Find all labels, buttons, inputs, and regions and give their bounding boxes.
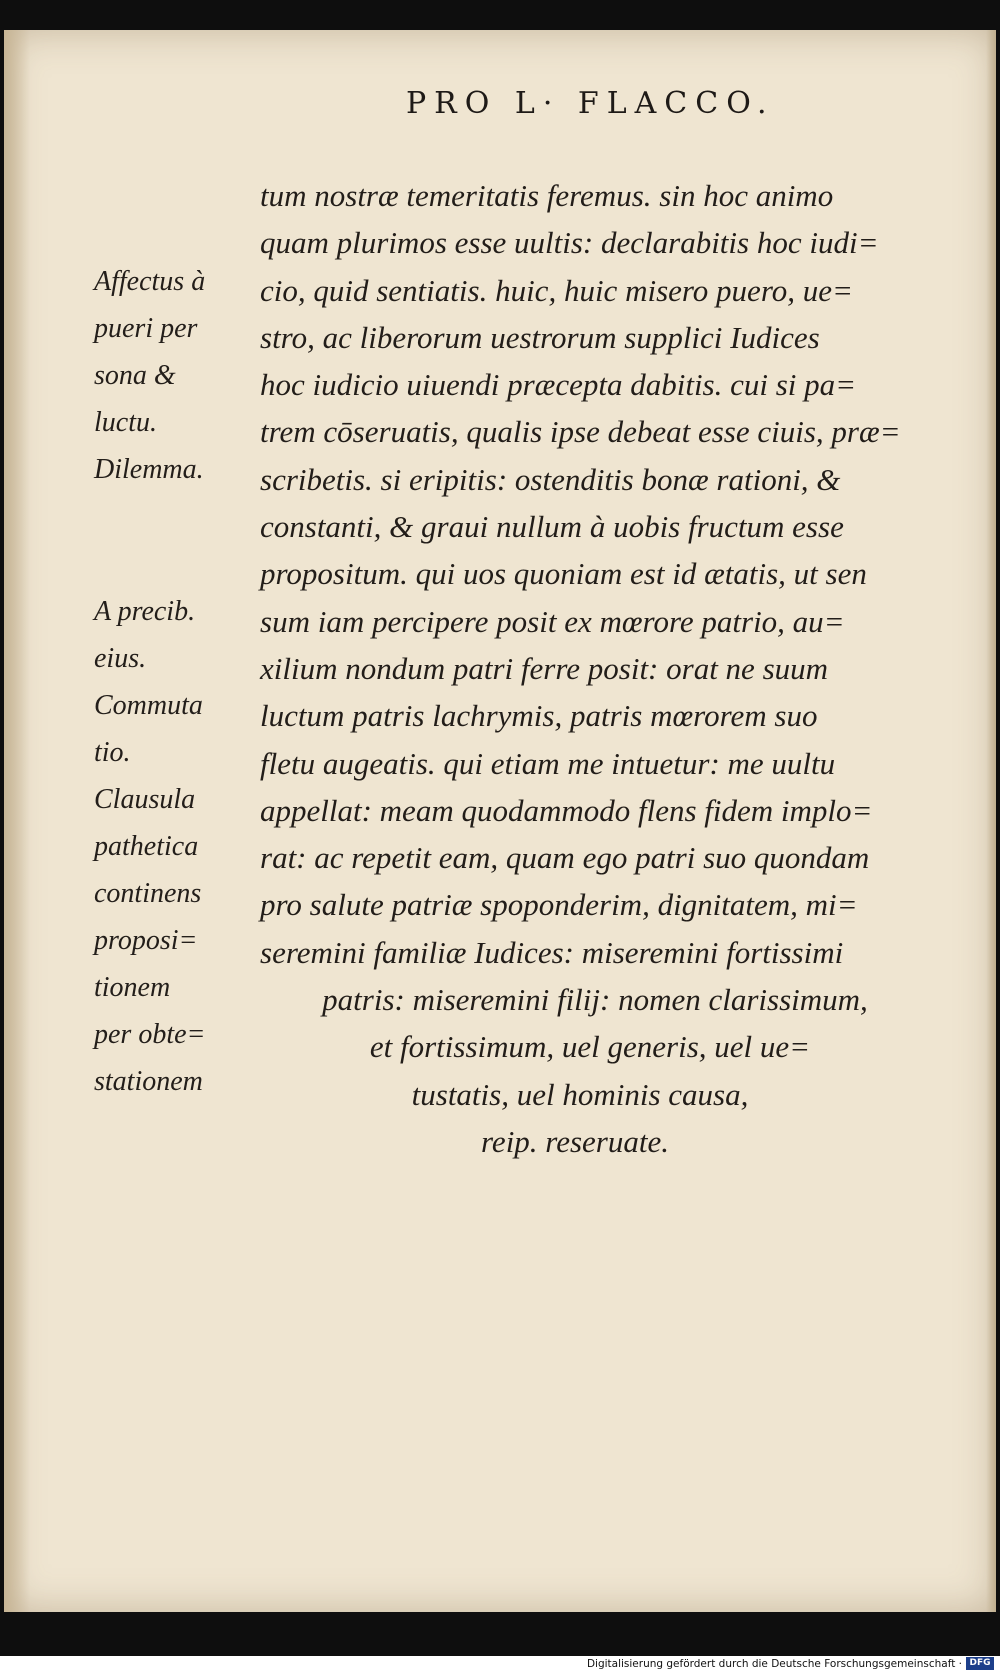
text-line: tustatis, uel hominis causa,	[411, 1076, 749, 1112]
marginal-note-line: tio.	[94, 737, 131, 768]
marginal-note-line: pathetica	[94, 831, 199, 862]
text-line: scribetis. si eripitis: ostenditis bonæ rationi, &	[260, 461, 841, 497]
marginal-note-line: pueri per	[94, 313, 198, 344]
text-line: tum nostræ temeritatis feremus. sin hoc animo	[260, 178, 834, 213]
marginal-note-line: per obte=	[94, 1019, 206, 1050]
marginal-note-line: stationem	[94, 1066, 203, 1097]
dfg-logo-icon: DFG	[966, 1657, 994, 1670]
marginal-note-line: Affectus à	[94, 266, 206, 297]
text-line: sum iam percipere posit ex mœrore patrio, au=	[260, 603, 845, 639]
marginal-note-line: tionem	[94, 972, 171, 1003]
text-line: xilium nondum patri ferre posit: orat ne suum	[260, 650, 829, 686]
marginal-note-line: continens	[94, 878, 202, 909]
text-line: constanti, & graui nullum à uobis fructum esse	[260, 509, 844, 545]
marginal-note-line: Clausula	[94, 784, 196, 815]
text-line: rat: ac repetit eam, quam ego patri suo quondam	[260, 840, 870, 876]
page-gutter-shadow	[4, 30, 30, 1612]
text-line: cio, quid sentiatis. huic, huic misero puero, ue=	[260, 272, 853, 308]
text-line: pro salute patriæ spoponderim, dignitatem, mi=	[260, 887, 858, 923]
text-line: fletu augeatis. qui etiam me intuetur: me uultu	[260, 745, 836, 781]
text-line: et fortissimum, uel generis, uel ue=	[369, 1029, 811, 1065]
text-line: appellat: meam quodammodo flens fidem implo=	[260, 792, 873, 828]
marginal-note-line: Dilemma.	[94, 454, 204, 485]
funding-credit: Digitalisierung gefördert durch die Deutsche Forschungsgemeinschaft ·	[586, 1658, 962, 1670]
marginal-note-line: A precib.	[94, 596, 196, 627]
text-line: trem cōseruatis, qualis ipse debeat esse ciuis, præ=	[260, 414, 901, 450]
text-line: seremini familiæ Iudices: miseremini fortissimi	[260, 934, 844, 970]
text-line: stro, ac liberorum uestrorum supplici Iudices	[260, 319, 820, 355]
main-text-block	[260, 172, 960, 1165]
marginal-note-line: eius.	[94, 643, 147, 674]
running-head: PRO L· FLACCO.	[406, 86, 775, 121]
page-edge-shadow	[986, 30, 996, 1612]
text-line: patris: miseremini filij: nomen clarissimum,	[322, 982, 868, 1018]
text-line: reip. reseruate.	[481, 1123, 669, 1159]
marginal-note-line: proposi=	[94, 925, 198, 956]
text-line: luctum patris lachrymis, patris mœrorem suo	[260, 698, 818, 734]
marginal-note-line: sona &	[94, 360, 176, 391]
text-line: quam plurimos esse uultis: declarabitis hoc iudi=	[260, 225, 879, 261]
marginal-note-line: Commuta	[94, 690, 203, 721]
text-line: hoc iudicio uiuendi præcepta dabitis. cui si pa=	[260, 367, 857, 403]
marginal-note-line: luctu.	[94, 407, 157, 438]
text-line: propositum. qui uos quoniam est id ætatis, ut sen	[260, 556, 867, 592]
